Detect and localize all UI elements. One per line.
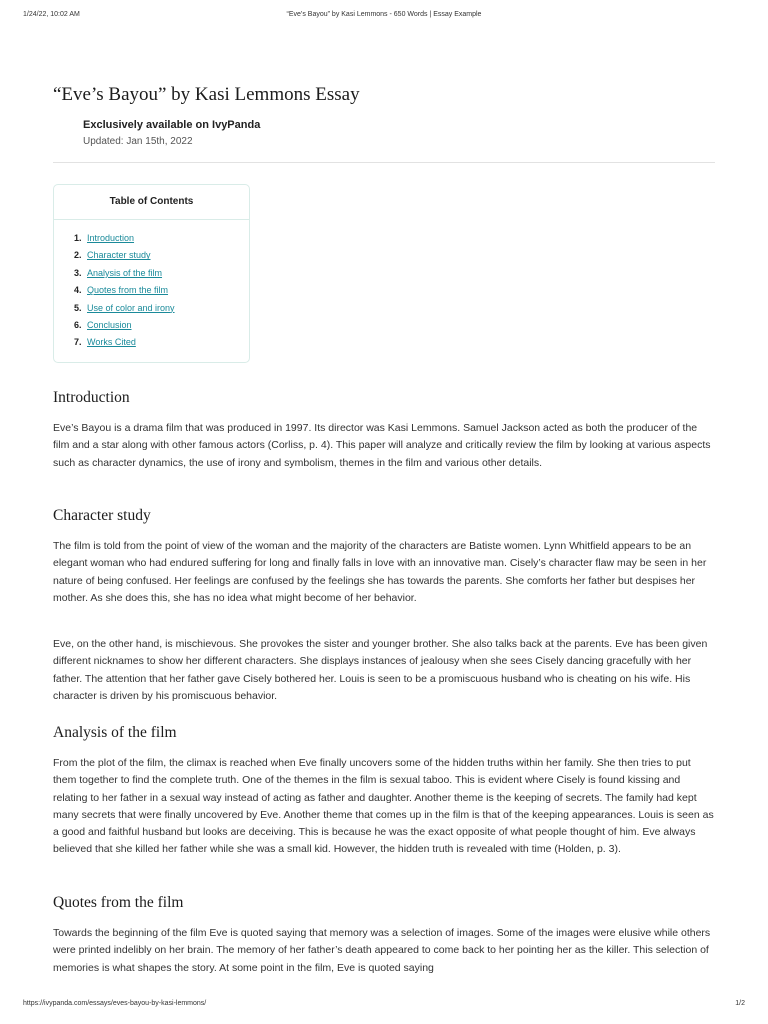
- heading-character-study: Character study: [53, 507, 151, 524]
- print-datetime: 1/24/22, 10:02 AM: [23, 11, 80, 18]
- article-title: “Eve’s Bayou” by Kasi Lemmons Essay: [53, 84, 360, 105]
- toc-item: [74, 231, 175, 248]
- heading-introduction: Introduction: [53, 389, 130, 406]
- toc-link-quotes[interactable]: Quotes from the film: [87, 285, 169, 296]
- toc-item-number: 4.: [74, 285, 82, 296]
- print-page-number: 1/2: [735, 1000, 745, 1007]
- toc-link-introduction[interactable]: Introduction: [87, 233, 135, 243]
- print-header: [23, 11, 745, 21]
- print-page-title: “Eve’s Bayou” by Kasi Lemmons - 650 Words | Essay Example: [286, 11, 482, 18]
- paragraph-analysis: From the plot of the film, the climax is reached when Eve finally uncovers some of the hidden truths within her family. She then tries to put them together to find the complete truth. One of the themes in the film is sexual taboo. This is evident where Cisely is found kissing and relating to her father in a sexual way instead of acting as father and daughter. Another theme is the keeping of secrets. The family had kept many secrets that were finally uncovered by Eve. Another theme that comes up in the film is that of the keeping appearances. Louis is seen as a good and faithful husband but looks are deceiving. This is because he was the exact opposite of what people thought of him. Eve always believed that she killed her father while she was a small kid. However, the hidden truth is revealed with time (Holden, p. 3).: [53, 757, 714, 856]
- paragraph-character-2: Eve, on the other hand, is mischievous. She provokes the sister and younger brother. She also talks back at the parents. Eve has been given different nicknames to show her different characters. She displays instances of jealousy when she sees Cisely dancing gracefully with her father. The attention that her father gave Cisely bothered her. Louis is seen to be a promiscuous husband who is cheating on his wife. His character is driven by his promiscuous behavior.: [53, 638, 708, 702]
- toc-item: [74, 248, 175, 265]
- toc-item-number: 6.: [74, 319, 82, 330]
- toc-link-character-study[interactable]: Character study: [87, 250, 151, 261]
- toc-link-color-irony[interactable]: Use of color and irony: [87, 302, 175, 313]
- paragraph-quotes: Towards the beginning of the film Eve is quoted saying that memory was a selection of images. Some of the images were elusive while others were printed indelibly on her brain. The memory of her father’s death appeared to come back to her pointing her as the killer. This selection of memories is what shapes the story. At some point in the film, Eve is quoted saying: [53, 927, 711, 974]
- header-divider: [53, 162, 715, 163]
- toc-title: Table of Contents: [54, 185, 249, 220]
- toc-item: [74, 318, 175, 335]
- print-url: https://ivypanda.com/essays/eves-bayou-by-kasi-lemmons/: [23, 1000, 207, 1007]
- toc-item-number: 1.: [74, 233, 82, 243]
- heading-analysis: Analysis of the film: [53, 724, 177, 741]
- toc-link-works-cited[interactable]: Works Cited: [87, 337, 136, 348]
- toc-item: [74, 301, 175, 318]
- toc-list: [74, 231, 175, 353]
- toc-item-number: 2.: [74, 250, 82, 261]
- paragraph-character-1: The film is told from the point of view of the woman and the majority of the characters are Batiste women. Lynn Whitfield appears to be an elegant woman who had endured suffering for long and finally falls in love with an innovative man. Cisely’s character flaw may be seen in her nature of being confused. Her feelings are confused by the feelings she has towards the parents. She comforts her father but despises her mother. As she does this, she has no idea what might become of her behavior.: [53, 540, 707, 604]
- paragraph-introduction: Eve’s Bayou is a drama film that was produced in 1997. Its director was Kasi Lemmons. Samuel Jackson acted as both the producer of the film and a star along with other famous actors (Corliss, p. 4). This paper will analyze and critically review the film by looking at various aspects such as character dynamics, the use of irony and symbolism, themes in the film and various other details.: [53, 422, 711, 469]
- heading-quotes: Quotes from the film: [53, 894, 184, 911]
- availability-note: Exclusively available on IvyPanda: [83, 119, 261, 131]
- print-footer: [23, 1000, 745, 1010]
- toc-item: [74, 266, 175, 283]
- table-of-contents: [53, 184, 250, 363]
- toc-link-conclusion[interactable]: Conclusion: [87, 319, 132, 330]
- updated-date: Updated: Jan 15th, 2022: [83, 136, 193, 147]
- toc-item: [74, 283, 175, 300]
- toc-item-number: 5.: [74, 302, 82, 313]
- toc-item: [74, 335, 175, 352]
- toc-item-number: 7.: [74, 337, 82, 348]
- toc-item-number: 3.: [74, 267, 82, 278]
- toc-link-analysis[interactable]: Analysis of the film: [87, 267, 163, 278]
